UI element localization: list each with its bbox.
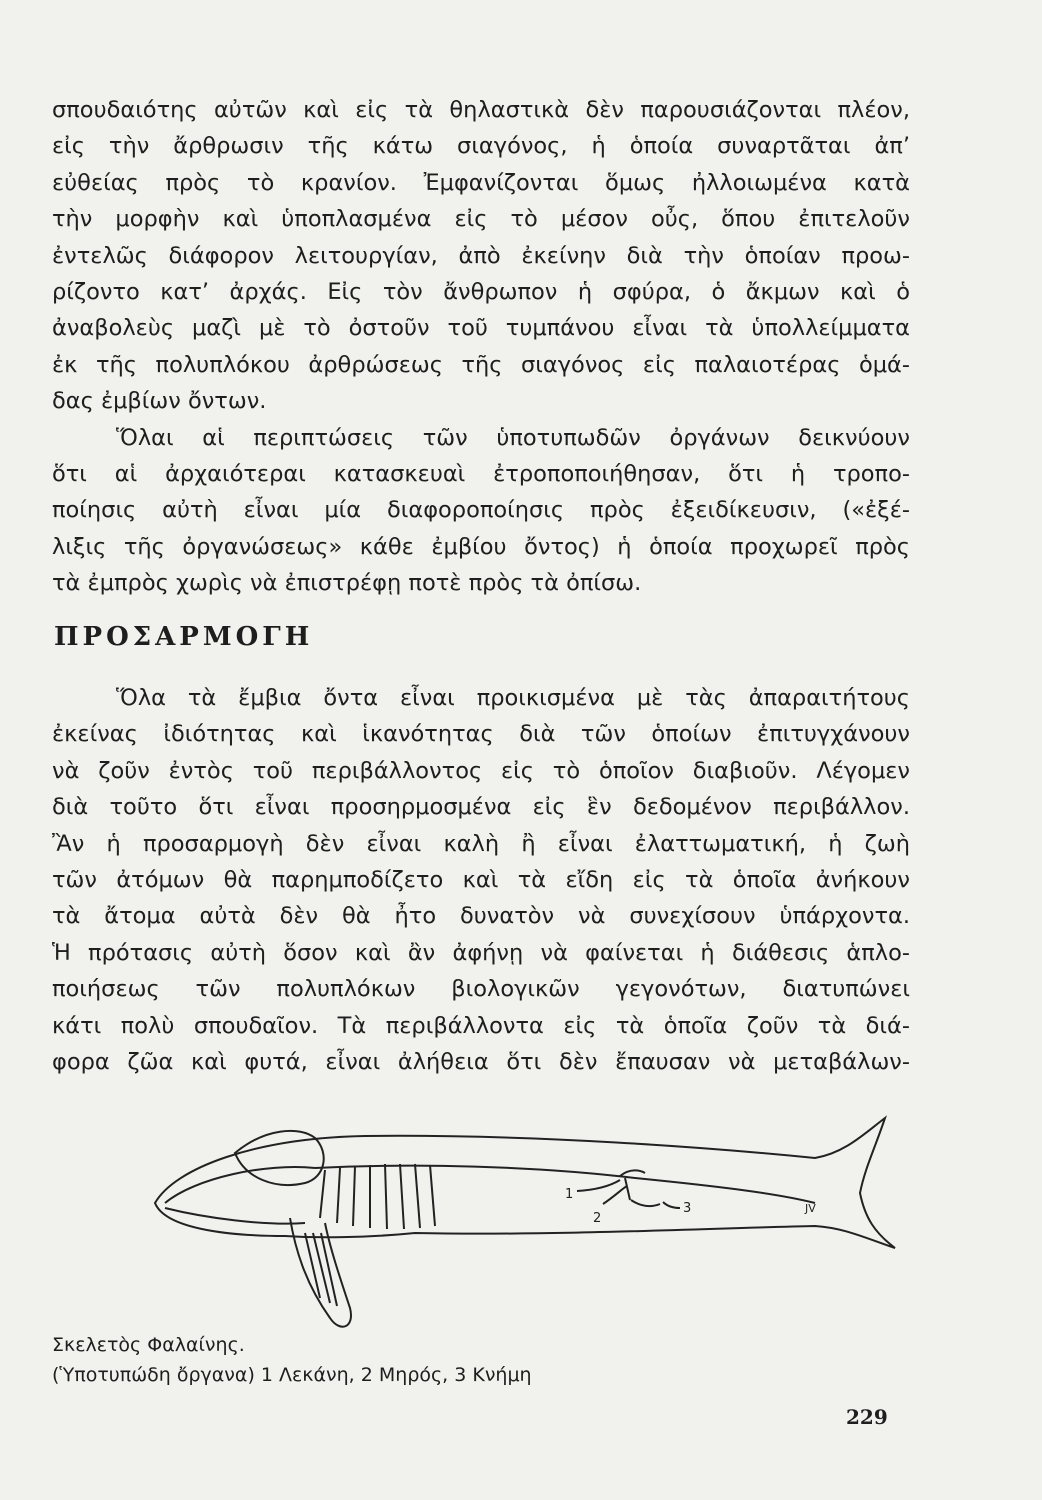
text-line: σπουδαιότης αὐτῶν καὶ εἰς τὰ θηλαστικὰ δὲν παρουσιάζονται πλέον, [52, 97, 910, 123]
text-line: ποίησις αὐτὴ εἶναι μία διαφοροποίησις πρὸς ἐξειδίκευσιν, («ἐξέ- [52, 497, 910, 524]
whale-skeleton-illustration [115, 1108, 915, 1343]
artist-initials: JV [805, 1202, 816, 1215]
section-heading: ΠΡΟΣΑΡΜΟΓΗ [54, 622, 314, 652]
paragraph-3 [52, 680, 910, 1080]
figure-label-1: 1 [565, 1187, 574, 1202]
text-line: Ὅλα τὰ ἔμβια ὄντα εἶναι προικισμένα μὲ τὰς ἀπαραιτήτους [116, 685, 910, 711]
text-line: λιξις τῆς ὀργανώσεως» κάθε ἐμβίου ὄντος) ἡ ὁποία προχωρεῖ πρὸς [52, 533, 910, 560]
text-line: τὴν μορφὴν καὶ ὑποπλασμένα εἰς τὸ μέσον οὖς, ὅπου ἐπιτελοῦν [52, 206, 910, 233]
text-line: ἐκ τῆς πολυπλόκου ἀρθρώσεως τῆς σιαγόνος εἰς παλαιοτέρας ὁμά- [52, 351, 910, 378]
text-line: διὰ τοῦτο ὅτι εἶναι προσηρμοσμένα εἰς ἓν δεδομένον περιβάλλον. [52, 794, 910, 821]
text-line: εὐθείας πρὸς τὸ κρανίον. Ἐμφανίζονται ὅμως ἠλλοιωμένα κατὰ [52, 169, 910, 196]
text-line: ἐντελῶς διάφορον λειτουργίαν, ἀπὸ ἐκείνην διὰ τὴν ὁποίαν προω- [52, 242, 910, 269]
text-line: τὰ ἐμπρὸς χωρὶς νὰ ἐπιστρέφῃ ποτὲ πρὸς τὰ ὀπίσω. [52, 570, 642, 597]
text-line: ἀναβολεὺς μαζὶ μὲ τὸ ὀστοῦν τοῦ τυμπάνου εἶναι τὰ ὑπολλείμματα [52, 315, 910, 342]
whale-body-outline [155, 1118, 895, 1248]
text-line: Ὅλαι αἱ περιπτώσεις τῶν ὑποτυπωδῶν ὀργάνων δεικνύουν [116, 424, 910, 451]
tibia-bone [631, 1200, 660, 1206]
pelvis-bone [620, 1170, 645, 1176]
text-line: τὰ ἄτομα αὐτὰ δὲν θὰ ἦτο δυνατὸν νὰ συνεχίσουν ὑπάρχοντα. [52, 903, 910, 930]
femur-bone [625, 1178, 630, 1200]
page-number: 229 [846, 1405, 888, 1429]
flipper-bones [305, 1233, 337, 1306]
jaw-outline [165, 1167, 315, 1224]
caption-legend: (Ὑποτυπώδη ὄργανα) 1 Λεκάνη, 2 Μηρός, 3 Κνήμη [52, 1364, 532, 1386]
text-line: ὅτι αἱ ἀρχαιότεραι κατασκευαὶ ἐτροποποιήθησαν, ὅτι ἡ τροπο- [52, 461, 910, 488]
text-line: Ἡ πρότασις αὐτὴ ὅσον καὶ ἂν ἀφήνῃ νὰ φαίνεται ἡ διάθεσις ἁπλο- [52, 939, 910, 966]
text-line: εἰς τὴν ἄρθρωσιν τῆς κάτω σιαγόνος, ἡ ὁποία συναρτᾶται ἀπ’ [52, 133, 910, 160]
text-line: ποιήσεως τῶν πολυπλόκων βιολογικῶν γεγονότων, διατυπώνει [52, 976, 910, 1003]
leader-line-3 [663, 1202, 680, 1208]
text-line: ρίζοντο κατ’ ἀρχάς. Εἰς τὸν ἄνθρωπον ἡ σφύρα, ὁ ἄκμων καὶ ὁ [52, 279, 910, 306]
figure-label-2: 2 [593, 1211, 602, 1226]
leader-line-1 [577, 1180, 620, 1191]
paragraph-1 [52, 92, 910, 602]
text-line: ἐκείνας ἰδιότητας καὶ ἱκανότητας διὰ τῶν ὁποίων ἐπιτυγχάνουν [52, 721, 910, 748]
leader-line-2 [603, 1186, 627, 1204]
figure-caption [52, 1330, 532, 1390]
text-line: φορα ζῶα καὶ φυτά, εἶναι ἀλήθεια ὅτι δὲν ἔπαυσαν νὰ μεταβάλων- [52, 1049, 910, 1076]
rib-cage [320, 1164, 435, 1229]
text-line: κάτι πολὺ σπουδαῖον. Τὰ περιβάλλοντα εἰς τὰ ὁποῖα ζοῦν τὰ διά- [52, 1012, 910, 1039]
figure-label-3: 3 [683, 1201, 692, 1216]
text-line: δας ἐμβίων ὄντων. [52, 388, 267, 415]
text-line: τῶν ἀτόμων θὰ παρημποδίζετο καὶ τὰ εἴδη εἰς τὰ ὁποῖα ἀνήκουν [52, 867, 910, 894]
text-line: νὰ ζοῦν ἐντὸς τοῦ περιβάλλοντος εἰς τὸ ὁποῖον διαβιοῦν. Λέγομεν [52, 757, 910, 784]
text-line: Ἂν ἡ προσαρμογὴ δὲν εἶναι καλὴ ἢ εἶναι ἐλαττωματική, ἡ ζωὴ [52, 830, 910, 857]
caption-title: Σκελετὸς Φαλαίνης. [52, 1334, 245, 1356]
